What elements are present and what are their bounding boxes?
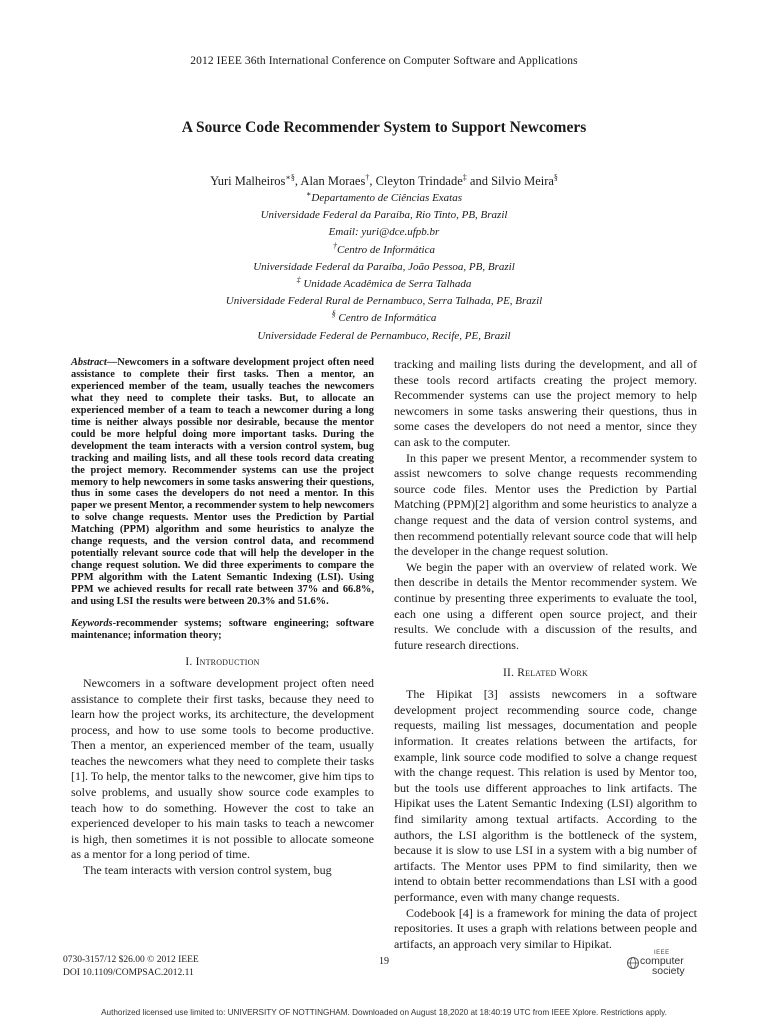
author-mark: † bbox=[365, 172, 370, 182]
author-mark: ‡ bbox=[462, 172, 467, 182]
author-list bbox=[0, 174, 768, 189]
logo-ieee-text: IEEE bbox=[654, 950, 670, 956]
abstract-text: —Newcomers in a software development project often need assistance to complete their first tasks. Then a mentor, an experienced member of the team, usually teaches the newcomers what they need to complete their tasks. But, to allocate an experienced member of a team to teach a newcomer during a long time is neither always possible nor desirable, because the mentor could be more helpful doing more important tasks. During the development the team interacts with a version control system, bug tracking and mailing lists, and all these tools record data creating the project memory. Recommender systems can use the project memory to help newcomers in some tasks answering their questions, thus in some cases the developers do not need a mentor. In this paper we present Mentor, a recommender system to help newcomers to solve change requests. Mentor uses the Prediction by Partial Matching (PPM) algorithm and some heuristics to analyze the change requests, and the version control data, and recommend potentially relevant source code that will help the developer in the change request solution. We did three experiments to compare the PPM algorithm with the Latent Semantic Indexing (LSI). Using PPM we achieved results for recall rate between 37% and 66.8%, and using LSI the results were between 20.3% and 51.6%. bbox=[71, 357, 375, 608]
affiliation-text: Centro de Informática bbox=[335, 312, 437, 325]
affiliation-text: Universidade Federal da Paraíba, Rio Tinto, PB, Brazil bbox=[260, 209, 508, 222]
license-notice: Authorized licensed use limited to: UNIVERSITY OF NOTTINGHAM. Downloaded on August 18,2020 at 18:40:19 UTC from IEEE Xplore. Restrictions apply. bbox=[101, 1008, 667, 1017]
affiliation-line bbox=[0, 276, 768, 293]
affiliation-line bbox=[0, 224, 768, 241]
right-column bbox=[394, 357, 697, 952]
paragraph: tracking and mailing lists during the development, and all of these tools record artifacts creating the project memory. Recommender systems can use the project memory to help newcomers in some tasks answering their questions, thus in some cases the developers do not need a mentor, since they can ask to the computer. bbox=[394, 357, 697, 449]
logo-computer-text: computer bbox=[640, 955, 684, 967]
paragraph: Codebook [4] is a framework for mining the data of project repositories. It uses a graph with relations between people and artifacts, an approach very similar to Hipikat. bbox=[394, 905, 697, 951]
logo-society-text: society bbox=[652, 965, 685, 977]
affiliation-text: Unidade Acadêmica de Serra Talhada bbox=[300, 277, 472, 290]
section-title: Introduction bbox=[195, 655, 260, 668]
keywords-text: -recommender systems; software engineering; software maintenance; information theory; bbox=[71, 618, 374, 641]
affiliation-text: Universidade Federal da Paraíba, João Pessoa, PB, Brazil bbox=[253, 260, 515, 273]
paragraph: Newcomers in a software development project often need assistance to complete their first tasks, because they need to learn how the project works, its architecture, the development process, and how to use some tools to become productive. Then a mentor, an experienced member of the team, usually teaches the newcomers what they need to complete their tasks [1]. To help, the mentor talks to the newcomer, give him tips to solve problems, and usually show source code examples to teach how to do something. However the cost to take an experienced developer to his main tasks to teach a newcomer is high, then sometimes it is not possible to allocate someone as a mentor for a long period of time. bbox=[71, 675, 374, 862]
affiliation-block bbox=[0, 190, 768, 345]
affiliation-line bbox=[0, 242, 768, 259]
author-separator: and bbox=[466, 174, 492, 188]
affiliation-text: Departamento de Ciências Exatas bbox=[311, 192, 463, 204]
paper-title: A Source Code Recommender System to Support Newcomers bbox=[181, 119, 587, 136]
affiliation-mark: † bbox=[333, 240, 338, 250]
ieee-computer-society-logo bbox=[626, 950, 706, 980]
abstract bbox=[71, 357, 374, 608]
globe-icon bbox=[626, 956, 640, 970]
affiliation-mark: ‡ bbox=[296, 275, 301, 285]
author-mark: § bbox=[553, 172, 558, 182]
author-separator: , bbox=[369, 174, 376, 188]
conference-header: 2012 IEEE 36th International Conference on Computer Software and Applications bbox=[190, 55, 578, 67]
affiliation-mark: ∗ bbox=[305, 189, 312, 199]
affiliation-text: Centro de Informática bbox=[337, 243, 435, 256]
affiliation-line bbox=[0, 293, 768, 310]
abstract-label: Abstract bbox=[71, 357, 107, 368]
paragraph: The team interacts with version control system, bug bbox=[83, 863, 332, 878]
author-email: Email: yuri@dce.ufpb.br bbox=[328, 226, 440, 239]
paragraph: We begin the paper with an overview of related work. We then describe in details the Mentor recommender system. We continue by presenting three experiments to evaluate the tool, each one using a different open source project, and their results. We conclude with a discussion of the results, and future research directions. bbox=[394, 559, 697, 652]
affiliation-line bbox=[0, 328, 768, 345]
affiliation-text: Universidade Federal Rural de Pernambuco, Serra Talhada, PE, Brazil bbox=[225, 295, 543, 308]
author-name: Yuri Malheiros bbox=[210, 174, 286, 188]
doi-line: DOI 10.1109/COMPSAC.2012.11 bbox=[63, 968, 194, 978]
page-number: 19 bbox=[379, 956, 389, 967]
affiliation-mark: § bbox=[331, 309, 336, 319]
affiliation-line bbox=[0, 190, 768, 207]
affiliation-line bbox=[0, 207, 768, 224]
paragraph: The Hipikat [3] assists newcomers in a software development project recommending source code, change requests, mailing list messages, documentation and people information. It creates relations between the artifacts, for example, link source code modified to solve a change request with the change request. This relation is used by Mentor too, but the tools use different approaches to link artifacts. The Hipikat uses the Latent Semantic Indexing (LSI) algorithm to find similarity among textual artifacts. According to the authors, the LSI algorithm is the bottleneck of the system, because it is slow to use LSI in a system with a big number of artifacts. The Mentor uses PPM to find similarity, then we intend to obtain better recommendations than LSI with a good performance, even with many change requests. bbox=[394, 687, 697, 904]
author-separator: , bbox=[294, 174, 301, 188]
author-name: Cleyton Trindade bbox=[375, 174, 463, 188]
affiliation-line bbox=[0, 259, 768, 276]
left-column bbox=[71, 357, 374, 879]
keywords bbox=[71, 618, 374, 642]
paragraph: In this paper we present Mentor, a recommender system to assist newcomers to solve change requests recommending source code files. Mentor uses the Prediction by Partial Matching (PPM)[2] algorithm and some heuristics to analyze a change request and the data of version control systems, and then recommend potentially relevant source code that will help the developer in the change request solution. bbox=[394, 450, 697, 559]
author-mark: ∗§ bbox=[285, 172, 295, 182]
author-name: Alan Moraes bbox=[300, 174, 366, 188]
section-number: I. bbox=[185, 655, 193, 668]
affiliation-line bbox=[0, 310, 768, 327]
section-heading-introduction bbox=[71, 656, 374, 668]
section-title: Related Work bbox=[517, 667, 588, 680]
section-number: II. bbox=[503, 667, 515, 680]
author-name: Silvio Meira bbox=[491, 174, 554, 188]
section-heading-related-work bbox=[394, 667, 697, 679]
keywords-label: Keywords bbox=[71, 618, 113, 630]
copyright-line: 0730-3157/12 $26.00 © 2012 IEEE bbox=[63, 955, 199, 965]
affiliation-text: Universidade Federal de Pernambuco, Recife, PE, Brazil bbox=[257, 329, 511, 342]
